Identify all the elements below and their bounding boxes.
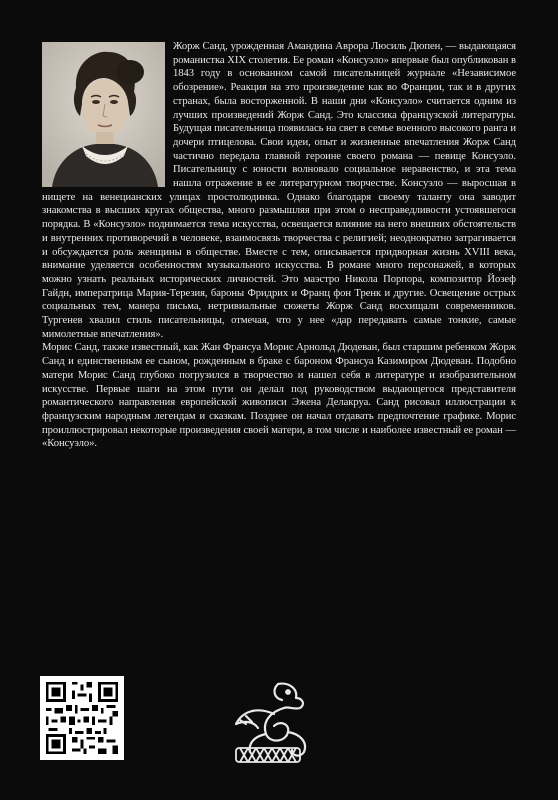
author-bio-paragraph: Жорж Санд, урожденная Амандина Аврора Люсиль Дюпен, — выдающаяся романистка XIX столетия. Ее роман «Консуэло» впервые был опубликован в 1843 году в основанном самой писательницей журнале «Независимое обозрение». Реакция на это произведение как во Франции, так и в других странах, была восторженной. В наши дни «Консуэло» считается одним из лучших произведений Жорж Санд. Это классика французской литературы. Будущая писательница появилась на свет в семье военного высокого ранга и дочери птицелова. Свои идеи, опыт и жизненные впечатления Жорж Санд частично передала главной героине своего романа — певице Консуэло. Писательницу с юности волновало социальное неравенство, и эта тема нашла отражение в ее литературном творчестве. Консуэло — выросшая в нищете на венецианских улицах простолюдинка. Однако благодаря своему таланту она заводит знакомства в высших кругах общества, много размышляя при этом о несправедливости устоявшегося порядка. В «Консуэло» поднимается тема искусства, освещается влияние на него внешних обстоятельств и внутренних противоречий в человеке, взаимосвязь творчества с религией; неоднократно затрагивается и обсуждается роль женщины в обществе. Вместе с тем, описывается придворная жизнь XVIII века, внимание уделяется особенностям музыкального искусства. В романе много персонажей, в которых можно узнать реальных исторических личностей. Это маэстро Никола Порпора, композитор Йозеф Гайдн, императрица Мария-Терезия, бароны Фридрих и Франц фон Тренк и другие. Освещение острых социальных тем, манера письма, нетривиальные сюжеты Жорж Санд восхищали современников. Тургенев хвалил стиль писательницы, отмечая, что у нее «дар передавать самые тонкие, самые мимолетные впечатления». [42, 41, 516, 340]
qr-code [40, 676, 124, 760]
portrait-spacer [42, 40, 173, 187]
publisher-logo [226, 678, 318, 768]
illustrator-bio-paragraph: Морис Санд, также известный, как Жан Франсуа Морис Арнольд Дюдеван, был старшим ребенком Жорж Санд и единственным ее сыном, рожденным в браке с бароном Франсуа Казимиром Дюдеван. Подобно матери Морис Санд глубоко погрузился в творчество и нашел себя в литературе и изобразительном искусстве. Первые шаги на этом пути он делал под руководством выдающегося представителя романтического направления европейской живописи Эжена Делакруа. Санд рисовал иллюстрации к французским народным легендам и сказкам. Позднее он начал отдавать предпочтение графике. Морис проиллюстрировал некоторые произведения своей матери, в том числе и наиболее известный ее роман — «Консуэло». [42, 342, 516, 450]
biography-text [42, 40, 516, 451]
dragon-logo-icon [226, 678, 318, 768]
qr-code-icon [40, 676, 124, 760]
